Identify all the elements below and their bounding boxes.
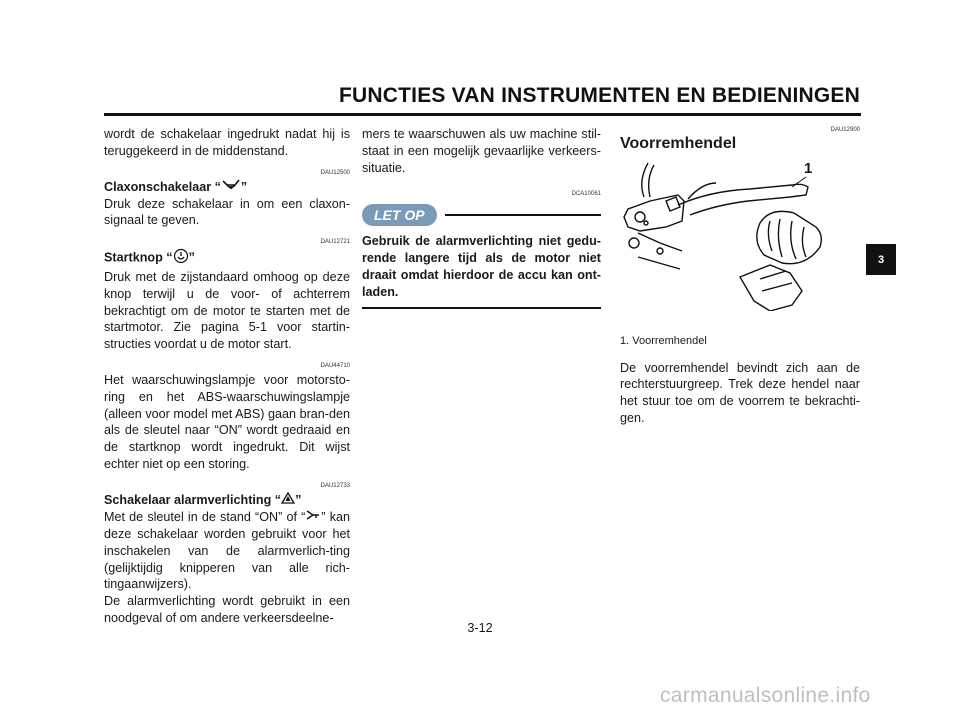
intro-text: wordt de schakelaar ingedrukt nadat hij is teruggekeerd in de middenstand. — [104, 127, 350, 158]
header-rule — [104, 113, 861, 116]
watermark: carmanualsonline.info — [660, 684, 871, 707]
start-text: Druk met de zijstandaard omhoog op deze knop terwijl u de voor- of achterrem bekrachtigt om de motor te starten met de startmotor. Zie pagina 5-1 voor startin-structies voordat u de motor start. — [104, 270, 350, 352]
start-heading — [104, 248, 350, 269]
hazard-text-prefix: Met de sleutel in de stand “ON” of “ — [104, 509, 306, 524]
section-code: DAU12900 — [830, 127, 860, 133]
caution-rule — [445, 214, 601, 216]
brake-lever-illustration — [620, 161, 860, 311]
brake-text: De voorremhendel bevindt zich aan de rechterstuurgreep. Trek deze hendel naar het stuur toe om de voorrem te bekrachti-gen. — [620, 360, 860, 425]
column-middle — [362, 126, 601, 309]
page-header-title: FUNCTIES VAN INSTRUMENTEN EN BEDIENINGEN — [339, 84, 860, 107]
page-number: 3-12 — [467, 621, 493, 635]
section-code: DAU12721 — [320, 239, 350, 246]
section-code: DAU44710 — [320, 363, 350, 370]
warning-text: Het waarschuwingslampje voor motorsto-ring en het ABS-waarschuwingslampje (alleen voor model met ABS) gaan bran-den als de sleutel naar “ON” wordt gedraaid en de startknop wordt ingedrukt. Dit wijst echter niet op een storing. — [104, 373, 350, 472]
hazard-heading — [104, 492, 350, 509]
horn-text: Druk deze schakelaar in om een claxon-signaal te geven. — [104, 196, 350, 228]
column-right — [620, 126, 860, 427]
section-title: Voorremhendel — [620, 135, 737, 152]
callout-number: 1 — [804, 159, 813, 177]
chapter-tab: 3 — [866, 244, 896, 275]
horn-icon — [221, 179, 241, 196]
hazard-title-prefix: Schakelaar alarmverlichting “ — [104, 492, 282, 507]
section-code: DAU12733 — [320, 482, 350, 489]
caution-end-rule — [362, 307, 601, 309]
caution-text: Gebruik de alarmverlichting niet gedu-rende langere tijd als de motor niet draait omdat hierdoor de accu kan ont-laden. — [362, 234, 601, 299]
caution-badge: LET OP — [362, 204, 437, 226]
figure-caption: 1. Voorremhendel — [620, 334, 707, 347]
brake-lever-drawing — [620, 161, 860, 311]
hazard-text — [104, 509, 350, 593]
column-left — [104, 126, 350, 627]
start-icon — [173, 248, 189, 269]
horn-title-prefix: Claxonschakelaar “ — [104, 179, 221, 194]
hazard-text-suffix: ” kan deze schakelaar worden gebruikt voor het inschakelen van de alarmverlich-ting (gelijktijdig knipperen van alle rich-tingaanwijzers). — [104, 509, 350, 592]
hazard-title-suffix: ” — [295, 492, 302, 507]
caution-code: DCA10061 — [571, 191, 601, 198]
horn-title-suffix: ” — [240, 179, 248, 194]
horn-heading — [104, 179, 350, 196]
section-code: DAU12500 — [320, 169, 350, 176]
start-title-prefix: Startknop “ — [104, 250, 173, 265]
hazard-icon — [281, 492, 295, 509]
hazard-text-2: De alarmverlichting wordt gebruikt in een noodgeval of om andere verkeersdeelne- — [104, 594, 350, 625]
caution-header — [362, 204, 601, 226]
start-title-suffix: ” — [188, 250, 195, 265]
continuation-text: mers te waarschuwen als uw machine stil-staat in een mogelijk gevaarlijke verkeers-situatie. — [362, 127, 601, 175]
key-icon — [305, 509, 321, 526]
